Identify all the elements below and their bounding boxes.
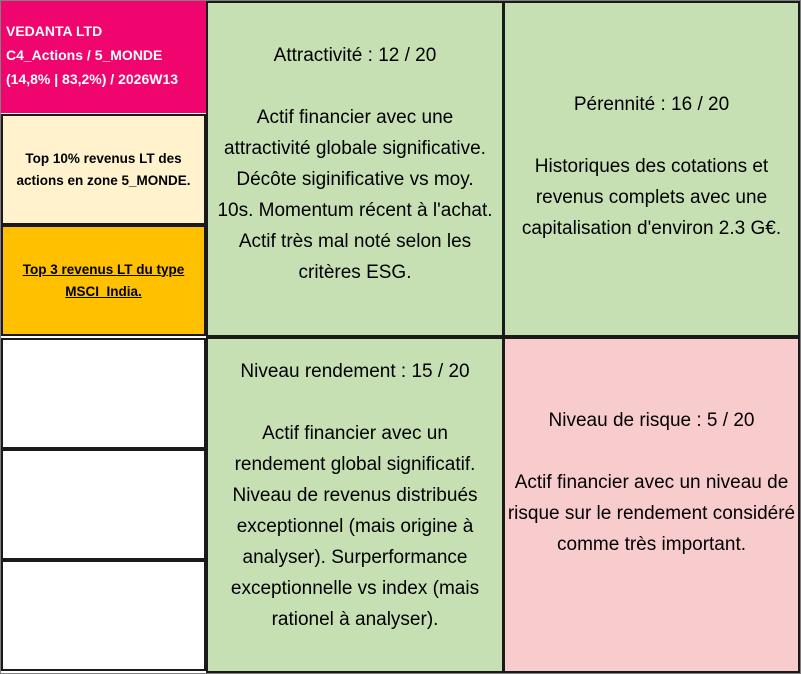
risque-score: Niveau de risque : 5 / 20	[548, 410, 755, 431]
empty-slot-3	[1, 560, 206, 671]
top3-badge[interactable]	[1, 225, 206, 336]
top10-badge	[1, 114, 206, 225]
empty-slot-2	[1, 449, 206, 560]
asset-title-block	[1, 1, 206, 113]
attractivite-description: Actif financier avec une attractivité globale significative. Décôte siginificative vs moy. 10s. Momentum récent à l'achat. Actif très mal noté selon les critères ESG.	[217, 107, 493, 283]
risque-description: Actif financier avec un niveau de risque sur le rendement considéré comme très important.	[507, 472, 796, 555]
rendement-score: Niveau rendement : 15 / 20	[240, 361, 470, 382]
top10-badge-text: Top 10% revenus LT des actions en zone 5_MONDE.	[16, 150, 191, 188]
empty-slot-1	[1, 338, 206, 449]
risque-panel	[503, 337, 800, 673]
asset-title-text	[6, 19, 202, 91]
perennite-description: Historiques des cotations et revenus complets avec une capitalisation d'environ 2.3 G€.	[521, 156, 782, 239]
attractivite-score: Attractivité : 12 / 20	[273, 45, 437, 66]
attractivite-panel	[206, 1, 504, 337]
rendement-panel	[206, 337, 504, 673]
rendement-description: Actif financier avec un rendement global significatif. Niveau de revenus distribués exceptionnel (mais origine à analyser). Surperformance exceptionnelle vs index (mais rationel à analyser).	[230, 423, 480, 630]
asset-category: C4_Actions / 5_MONDE	[6, 47, 163, 63]
asset-period: (14,8% | 83,2%) / 2026W13	[6, 71, 179, 87]
top3-badge-link[interactable]: Top 3 revenus LT du type MSCI_India.	[22, 261, 185, 299]
perennite-score: Pérennité : 16 / 20	[573, 94, 730, 115]
perennite-panel	[503, 1, 800, 337]
asset-name: VEDANTA LTD	[6, 23, 103, 39]
